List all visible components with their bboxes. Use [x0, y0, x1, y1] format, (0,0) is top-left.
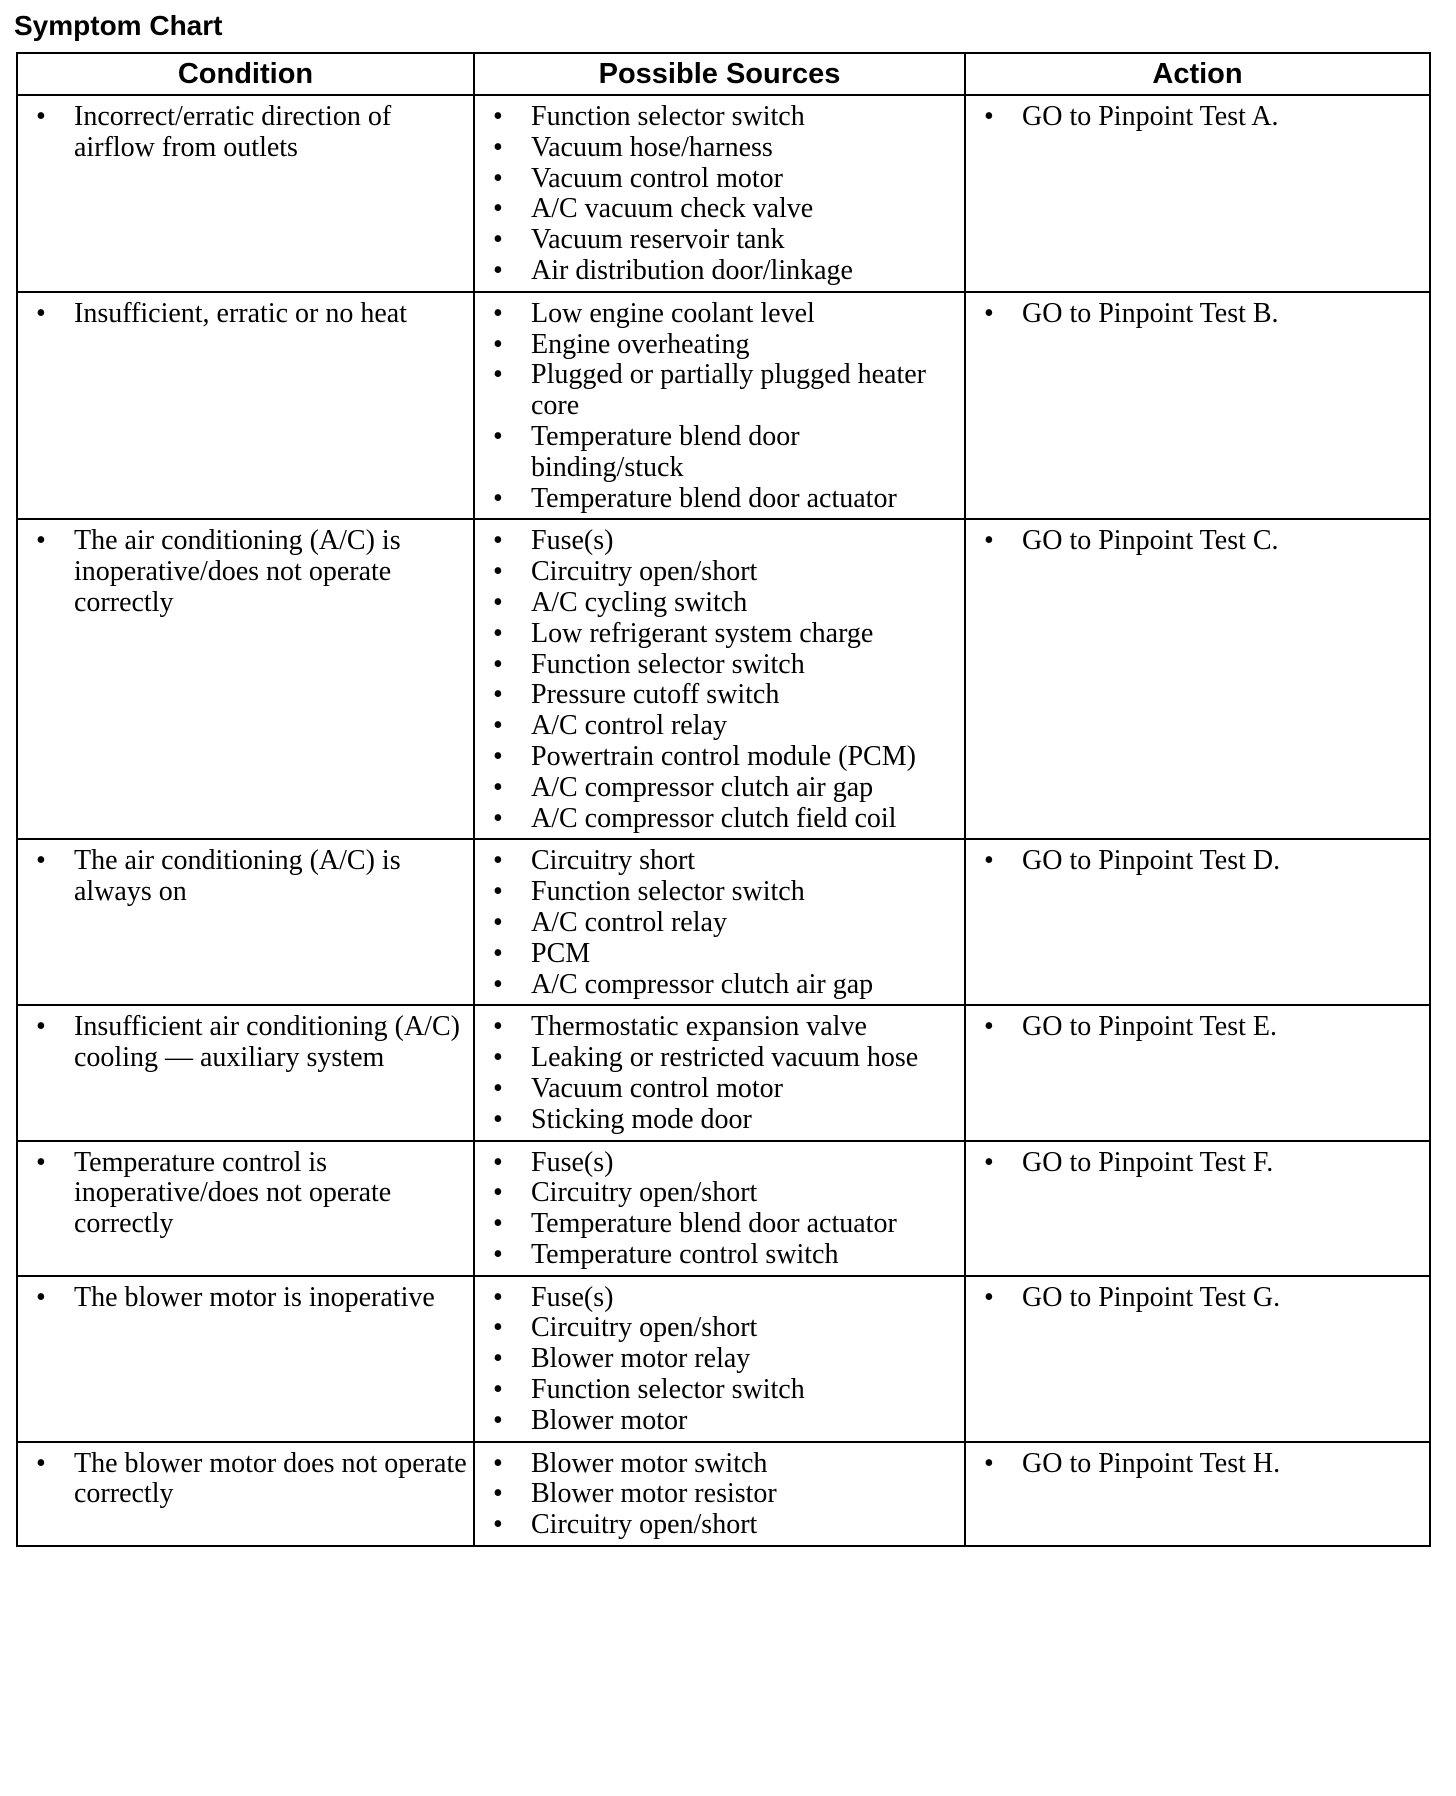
source-item: • Blower motor switch: [481, 1449, 958, 1480]
action-list: [972, 1283, 1423, 1314]
action-header: Action: [965, 53, 1430, 95]
source-item: • Engine overheating: [481, 330, 958, 361]
action-list: [972, 846, 1423, 877]
possible-sources-cell: [474, 292, 965, 520]
possible-sources-cell: [474, 839, 965, 1005]
action-list: [972, 1449, 1423, 1480]
condition-cell: [17, 1005, 474, 1140]
table-row: [17, 1005, 1430, 1140]
source-item: • Vacuum control motor: [481, 164, 958, 195]
source-item: • Pressure cutoff switch: [481, 680, 958, 711]
source-item: • Temperature blend door actuator: [481, 1209, 958, 1240]
source-item: • Fuse(s): [481, 1283, 958, 1314]
action-text: • GO to Pinpoint Test A.: [972, 102, 1423, 133]
table-body: [17, 95, 1430, 1546]
condition-list: [24, 1148, 467, 1240]
sources-list: [481, 299, 958, 515]
possible-sources-cell: [474, 519, 965, 839]
source-item: • Temperature blend door actuator: [481, 484, 958, 515]
sources-list: [481, 1012, 958, 1135]
action-text: • GO to Pinpoint Test C.: [972, 526, 1423, 557]
sources-list: [481, 1148, 958, 1271]
action-cell: [965, 1442, 1430, 1546]
sources-list: [481, 1449, 958, 1541]
source-item: • Circuitry open/short: [481, 557, 958, 588]
table-row: [17, 519, 1430, 839]
table-row: [17, 1276, 1430, 1442]
sources-list: [481, 102, 958, 287]
source-item: • Circuitry open/short: [481, 1510, 958, 1541]
possible-sources-cell: [474, 1005, 965, 1140]
action-list: [972, 1148, 1423, 1179]
possible-sources-cell: [474, 95, 965, 292]
source-item: • Circuitry open/short: [481, 1313, 958, 1344]
action-cell: [965, 839, 1430, 1005]
condition-text: • Incorrect/erratic direction of airflow from outlets: [24, 102, 467, 164]
condition-text: • Insufficient air conditioning (A/C) cooling — auxiliary system: [24, 1012, 467, 1074]
condition-text: • The air conditioning (A/C) is always on: [24, 846, 467, 908]
condition-list: [24, 1283, 467, 1314]
condition-text: • The blower motor is inoperative: [24, 1283, 467, 1314]
action-list: [972, 102, 1423, 133]
possible-sources-header: Possible Sources: [474, 53, 965, 95]
condition-list: [24, 526, 467, 618]
symptom-chart-table: [16, 52, 1431, 1547]
action-text: • GO to Pinpoint Test D.: [972, 846, 1423, 877]
source-item: • A/C vacuum check valve: [481, 194, 958, 225]
condition-text: • Temperature control is inoperative/does not operate correctly: [24, 1148, 467, 1240]
sources-list: [481, 526, 958, 834]
source-item: • Low engine coolant level: [481, 299, 958, 330]
source-item: • Function selector switch: [481, 1375, 958, 1406]
possible-sources-cell: [474, 1276, 965, 1442]
source-item: • A/C control relay: [481, 908, 958, 939]
source-item: • A/C cycling switch: [481, 588, 958, 619]
source-item: • Blower motor relay: [481, 1344, 958, 1375]
condition-cell: [17, 95, 474, 292]
source-item: • Function selector switch: [481, 102, 958, 133]
condition-list: [24, 1012, 467, 1074]
source-item: • Fuse(s): [481, 1148, 958, 1179]
source-item: • Vacuum reservoir tank: [481, 225, 958, 256]
source-item: • Circuitry open/short: [481, 1178, 958, 1209]
source-item: • Leaking or restricted vacuum hose: [481, 1043, 958, 1074]
sources-list: [481, 1283, 958, 1437]
possible-sources-cell: [474, 1141, 965, 1276]
source-item: • Thermostatic expansion valve: [481, 1012, 958, 1043]
action-text: • GO to Pinpoint Test H.: [972, 1449, 1423, 1480]
table-row: [17, 1442, 1430, 1546]
table-row: [17, 839, 1430, 1005]
action-list: [972, 1012, 1423, 1043]
table-header-row: [17, 53, 1430, 95]
condition-text: • Insufficient, erratic or no heat: [24, 299, 467, 330]
condition-header: Condition: [17, 53, 474, 95]
action-cell: [965, 1005, 1430, 1140]
action-text: • GO to Pinpoint Test G.: [972, 1283, 1423, 1314]
source-item: • Temperature control switch: [481, 1240, 958, 1271]
action-cell: [965, 1276, 1430, 1442]
source-item: • Vacuum hose/harness: [481, 133, 958, 164]
table-row: [17, 292, 1430, 520]
page-title: Symptom Chart: [14, 10, 223, 41]
condition-cell: [17, 1141, 474, 1276]
source-item: • Blower motor: [481, 1406, 958, 1437]
source-item: • A/C control relay: [481, 711, 958, 742]
action-list: [972, 299, 1423, 330]
action-text: • GO to Pinpoint Test F.: [972, 1148, 1423, 1179]
source-item: • Blower motor resistor: [481, 1479, 958, 1510]
table-row: [17, 1141, 1430, 1276]
condition-text: • The blower motor does not operate correctly: [24, 1449, 467, 1511]
source-item: • Function selector switch: [481, 877, 958, 908]
source-item: • Sticking mode door: [481, 1105, 958, 1136]
condition-cell: [17, 519, 474, 839]
source-item: • Powertrain control module (PCM): [481, 742, 958, 773]
table-row: [17, 95, 1430, 292]
action-cell: [965, 292, 1430, 520]
source-item: • Circuitry short: [481, 846, 958, 877]
condition-cell: [17, 292, 474, 520]
condition-list: [24, 102, 467, 164]
condition-text: • The air conditioning (A/C) is inoperative/does not operate correctly: [24, 526, 467, 618]
source-item: • Vacuum control motor: [481, 1074, 958, 1105]
possible-sources-cell: [474, 1442, 965, 1546]
sources-list: [481, 846, 958, 1000]
condition-cell: [17, 1276, 474, 1442]
source-item: • A/C compressor clutch air gap: [481, 970, 958, 1001]
action-cell: [965, 1141, 1430, 1276]
source-item: • Air distribution door/linkage: [481, 256, 958, 287]
action-text: • GO to Pinpoint Test E.: [972, 1012, 1423, 1043]
source-item: • Low refrigerant system charge: [481, 619, 958, 650]
condition-cell: [17, 1442, 474, 1546]
source-item: • Function selector switch: [481, 650, 958, 681]
source-item: • A/C compressor clutch air gap: [481, 773, 958, 804]
condition-list: [24, 846, 467, 908]
condition-cell: [17, 839, 474, 1005]
action-cell: [965, 519, 1430, 839]
condition-list: [24, 299, 467, 330]
action-text: • GO to Pinpoint Test B.: [972, 299, 1423, 330]
source-item: • Fuse(s): [481, 526, 958, 557]
condition-list: [24, 1449, 467, 1511]
source-item: • Plugged or partially plugged heater core: [481, 360, 958, 422]
source-item: • Temperature blend door binding/stuck: [481, 422, 958, 484]
action-cell: [965, 95, 1430, 292]
source-item: • PCM: [481, 939, 958, 970]
source-item: • A/C compressor clutch field coil: [481, 804, 958, 835]
action-list: [972, 526, 1423, 557]
